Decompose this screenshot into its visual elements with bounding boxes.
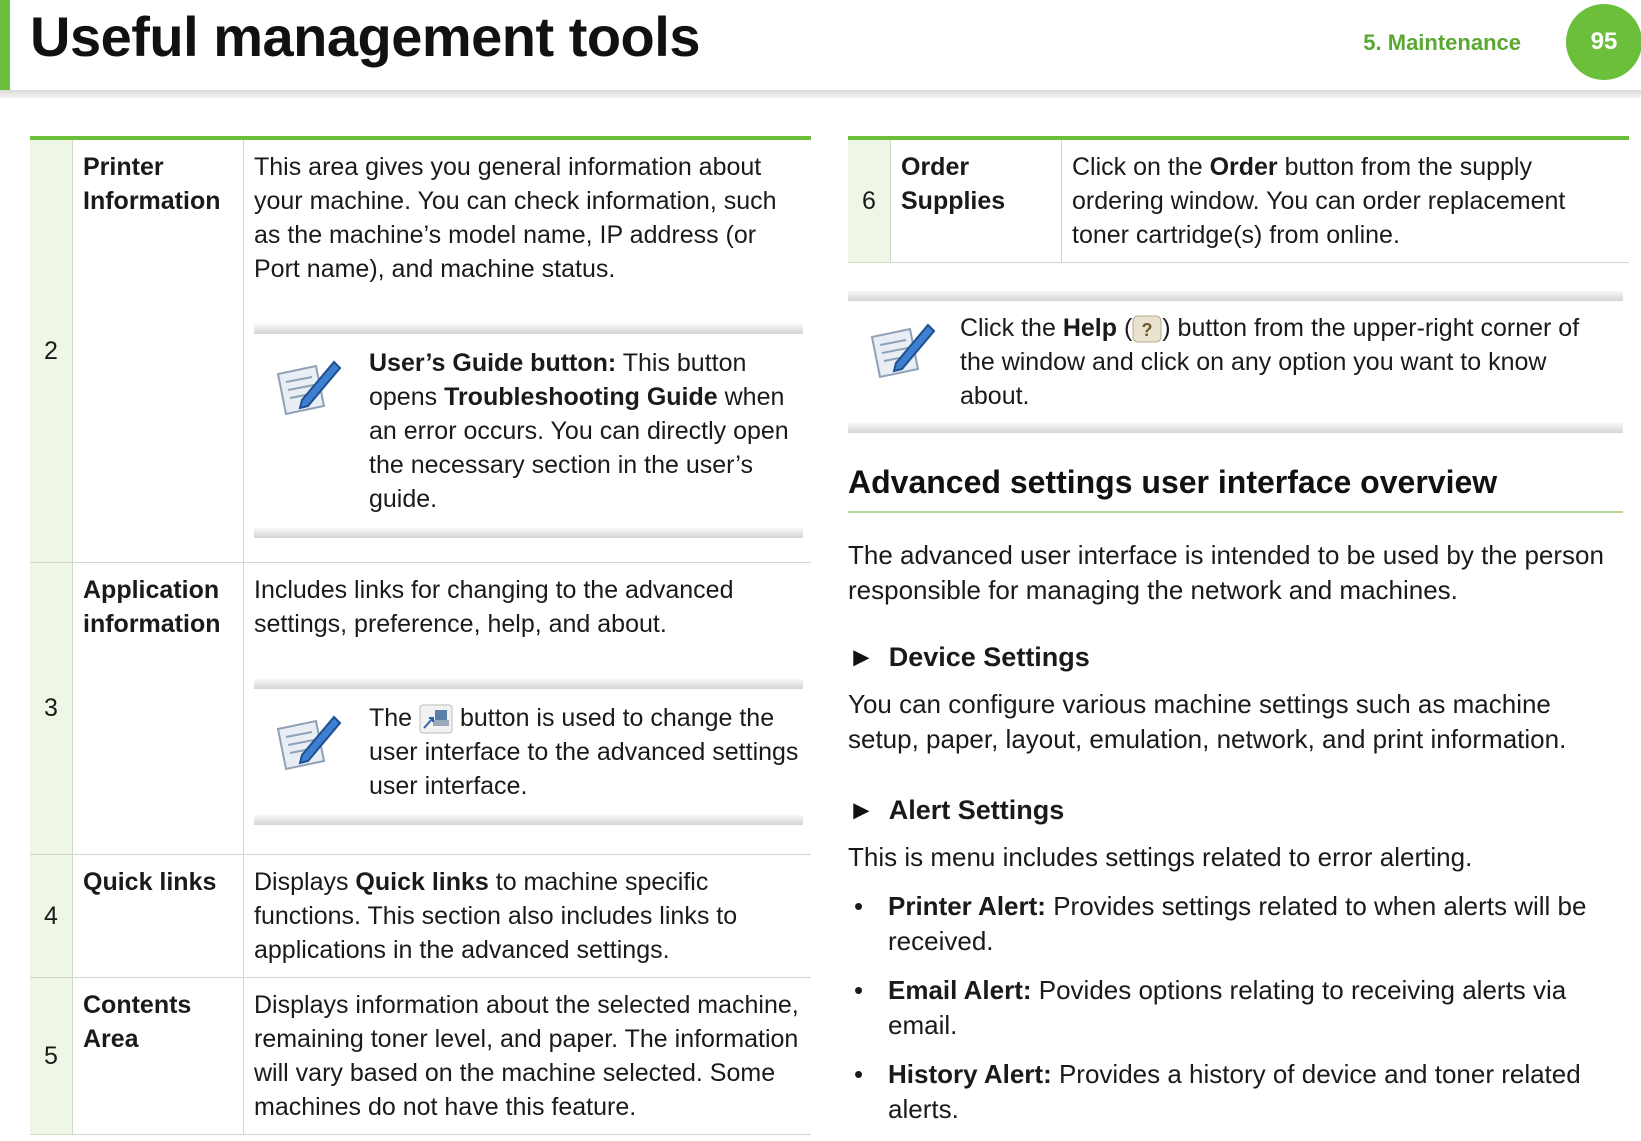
right-feature-table [848,136,1629,263]
table-row [30,977,811,1134]
section-intro: The advanced user interface is intended to be used by the person responsible for managing the network and machines. [848,540,1604,605]
list-item: • History Alert: Provides a history of device and toner related alerts. [848,1057,1623,1127]
table-row [30,854,811,977]
device-settings-text: You can configure various machine settings such as machine setup, paper, layout, emulation, network, and print information. [848,689,1567,754]
arrow-right-icon: ► [848,795,875,825]
help-note-box: Click the Help ( ? ) button from the upper-right corner of the window and click on any option you want to know about. [848,291,1623,433]
row-name: Printer Information [73,138,244,562]
chapter-label: 5. Maintenance [1363,30,1521,55]
row-name: Application information [73,562,244,854]
row-number: 3 [30,562,73,854]
row-description: Click on the Order button from the supply ordering window. You can order replacement toner cartridge(s) from online. [1062,138,1630,263]
section-body [848,538,1623,1141]
left-feature-table [30,136,811,1135]
device-settings-heading: ► Device Settings [848,642,1090,672]
page-title: Useful management tools [30,5,700,68]
row-description: Includes links for changing to the advanced settings, preference, help, and about. The button is used to change the user interface to the advanced settings user interface. [244,562,812,854]
header-accent-bar [0,0,10,90]
row-number: 4 [30,854,73,977]
list-item: • Email Alert: Povides options relating to receiving alerts via email. [848,973,1623,1043]
row-name: Order Supplies [891,138,1062,263]
row-description: Displays information about the selected machine, remaining toner level, and paper. The information will vary based on the machine selected. Some machines do not have this feature. [244,977,812,1134]
list-item: • Printer Alert: Provides settings related to when alerts will be received. [848,889,1623,959]
page-number-badge: 95 [1566,4,1641,80]
advanced-settings-icon [419,704,453,734]
table-row [848,138,1629,263]
row-description: This area gives you general information about your machine. You can check information, such as the machine’s model name, IP address (or Port name), and machine status. User’s Guide button: This button opens Troubleshooting Guide when an error occurs. You can directly open the necessary section in the user’s guide. [244,138,812,562]
table-row [30,138,811,562]
svg-text:?: ? [1141,320,1153,341]
row-name: Quick links [73,854,244,977]
note-pencil-icon [272,711,342,775]
help-icon [1132,315,1162,343]
alert-settings-heading: ► Alert Settings [848,795,1065,825]
note-box: User’s Guide button: This button opens Troubleshooting Guide when an error occurs. You can directly open the necessary section in the user’s guide. [254,324,803,538]
note-pencil-icon [272,356,342,420]
note-pencil-icon [866,319,936,383]
row-number: 6 [848,138,891,263]
alert-list [848,889,1623,1127]
row-description: Displays Quick links to machine specific functions. This section also includes links to applications in the advanced settings. [244,854,812,977]
row-number: 2 [30,138,73,562]
header-divider [0,90,1641,98]
section-heading: Advanced settings user interface overview [848,464,1623,513]
row-name: Contents Area [73,977,244,1134]
note-box: The button is used to change the user interface to the advanced settings user interface. [254,679,803,825]
alert-settings-text: This is menu includes settings related to error alerting. [848,842,1473,872]
table-row [30,562,811,854]
row-number: 5 [30,977,73,1134]
arrow-right-icon: ► [848,642,875,672]
